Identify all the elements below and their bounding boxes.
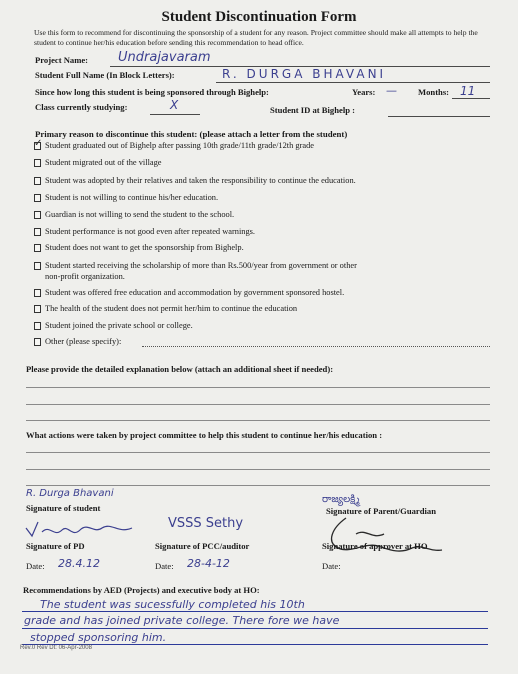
reason-checkbox-6[interactable] bbox=[34, 228, 41, 236]
explanation-label: Please provide the detailed explanation below (attach an additional sheet if needed): bbox=[26, 364, 334, 374]
reason-label-11: Student joined the private school or college. bbox=[45, 321, 193, 330]
student-name-label: Student Full Name (In Block Letters): bbox=[35, 70, 175, 80]
student-signature: R. Durga Bhavani bbox=[26, 488, 114, 499]
actions-line-2 bbox=[26, 469, 490, 470]
recommend-rule-1 bbox=[22, 611, 488, 612]
sig-parent-label: Signature of Parent/Guardian bbox=[326, 506, 436, 516]
date-pd-value: 28.4.12 bbox=[58, 557, 100, 570]
actions-line-3 bbox=[26, 485, 490, 486]
sig-student-label: Signature of student bbox=[26, 503, 101, 513]
reason-checkbox-4[interactable] bbox=[34, 194, 41, 202]
reason-label-3: Student was adopted by their relatives and taken the responsibility to continue the education. bbox=[45, 176, 356, 185]
reasons-heading: Primary reason to discontinue this student: (please attach a letter from the student) bbox=[35, 129, 348, 139]
student-name-value: R. DURGA BHAVANI bbox=[222, 67, 387, 81]
reason-label-6: Student performance is not good even after repeated warnings. bbox=[45, 227, 255, 236]
other-specify-line bbox=[142, 346, 490, 347]
reason-label-5: Guardian is not willing to send the student to the school. bbox=[45, 210, 235, 219]
explanation-line-3 bbox=[26, 420, 490, 421]
class-value: X bbox=[170, 98, 179, 112]
recommend-line-2: grade and has joined private college. There fore we have bbox=[24, 614, 340, 627]
explanation-line-2 bbox=[26, 404, 490, 405]
project-name-label: Project Name: bbox=[35, 55, 89, 65]
sponsored-label: Since how long this student is being sponsored through Bighelp: bbox=[35, 87, 269, 97]
recommend-rule-2 bbox=[22, 628, 488, 629]
pcc-signature: VSSS Sethy bbox=[168, 516, 244, 531]
form-intro: Use this form to recommend for discontinuing the sponsorship of a student for any reason. Project committee should make all attempts to help the student to continue her/his education before sending this recommendation to head office. bbox=[34, 28, 478, 47]
check-mark-icon: ✓ bbox=[34, 138, 43, 149]
explanation-line-1 bbox=[26, 387, 490, 388]
form-title: Student Discontinuation Form bbox=[161, 9, 357, 25]
sig-pd-label: Signature of PD bbox=[26, 541, 85, 551]
months-line bbox=[452, 98, 490, 99]
student-id-label: Student ID at Bighelp : bbox=[270, 105, 355, 115]
pd-signature bbox=[22, 516, 152, 540]
reason-label-4: Student is not willing to continue his/her education. bbox=[45, 193, 219, 202]
actions-line-1 bbox=[26, 452, 490, 453]
reason-label-7: Student does not want to get the sponsorship from Bighelp. bbox=[45, 243, 244, 252]
reason-checkbox-7[interactable] bbox=[34, 244, 41, 252]
reason-checkbox-2[interactable] bbox=[34, 159, 41, 167]
actions-label: What actions were taken by project committee to help this student to continue her/his education : bbox=[26, 430, 383, 440]
student-name-line bbox=[216, 82, 490, 83]
reason-label-1: Student graduated out of Bighelp after passing 10th grade/11th grade/12th grade bbox=[45, 141, 315, 150]
reason-checkbox-3[interactable] bbox=[34, 177, 41, 185]
reason-label-9: Student was offered free education and accommodation by government sponsored hostel. bbox=[45, 288, 345, 297]
sig-pcc-label: Signature of PCC/auditor bbox=[155, 541, 250, 551]
recommend-line-3: stopped sponsoring him. bbox=[30, 631, 167, 644]
months-value: 11 bbox=[460, 84, 476, 98]
reason-checkbox-9[interactable] bbox=[34, 289, 41, 297]
reason-label-12: Other (please specify): bbox=[45, 337, 122, 346]
class-label: Class currently studying: bbox=[35, 102, 128, 112]
reason-checkbox-12[interactable] bbox=[34, 338, 41, 346]
date-pcc-label: Date: bbox=[155, 561, 174, 571]
reason-checkbox-5[interactable] bbox=[34, 211, 41, 219]
reason-checkbox-11[interactable] bbox=[34, 322, 41, 330]
footer-revision: Rev.0 Rev Dt: 06-Apr-2008 bbox=[20, 645, 92, 651]
date-pcc-value: 28-4-12 bbox=[187, 557, 230, 570]
reason-checkbox-10[interactable] bbox=[34, 305, 41, 313]
reason-checkbox-8[interactable] bbox=[34, 262, 41, 270]
years-label: Years: bbox=[352, 87, 376, 97]
date-pd-label: Date: bbox=[26, 561, 45, 571]
reason-label-8: Student started receiving the scholarship of more than Rs.500/year from government or other bbox=[45, 261, 357, 270]
parent-signature: రాజ్యలక్ష్మి bbox=[322, 494, 360, 505]
student-id-line bbox=[388, 116, 490, 117]
months-label: Months: bbox=[418, 87, 450, 97]
approver-signature bbox=[316, 514, 466, 558]
date-approver-label: Date: bbox=[322, 561, 341, 571]
reason-label-8-cont: non-profit organization. bbox=[45, 272, 125, 281]
recommend-label: Recommendations by AED (Projects) and executive body at HO: bbox=[23, 585, 260, 595]
class-line bbox=[150, 114, 200, 115]
reason-label-10: The health of the student does not permit her/him to continue the education bbox=[45, 304, 298, 313]
project-name-value: Undrajavaram bbox=[118, 50, 211, 65]
reason-label-2: Student migrated out of the village bbox=[45, 158, 162, 167]
recommend-line-1: The student was sucessfully completed his 10th bbox=[40, 598, 305, 611]
sig-approver-label: Signature of approver at HO bbox=[322, 541, 428, 551]
years-value: — bbox=[386, 84, 397, 97]
